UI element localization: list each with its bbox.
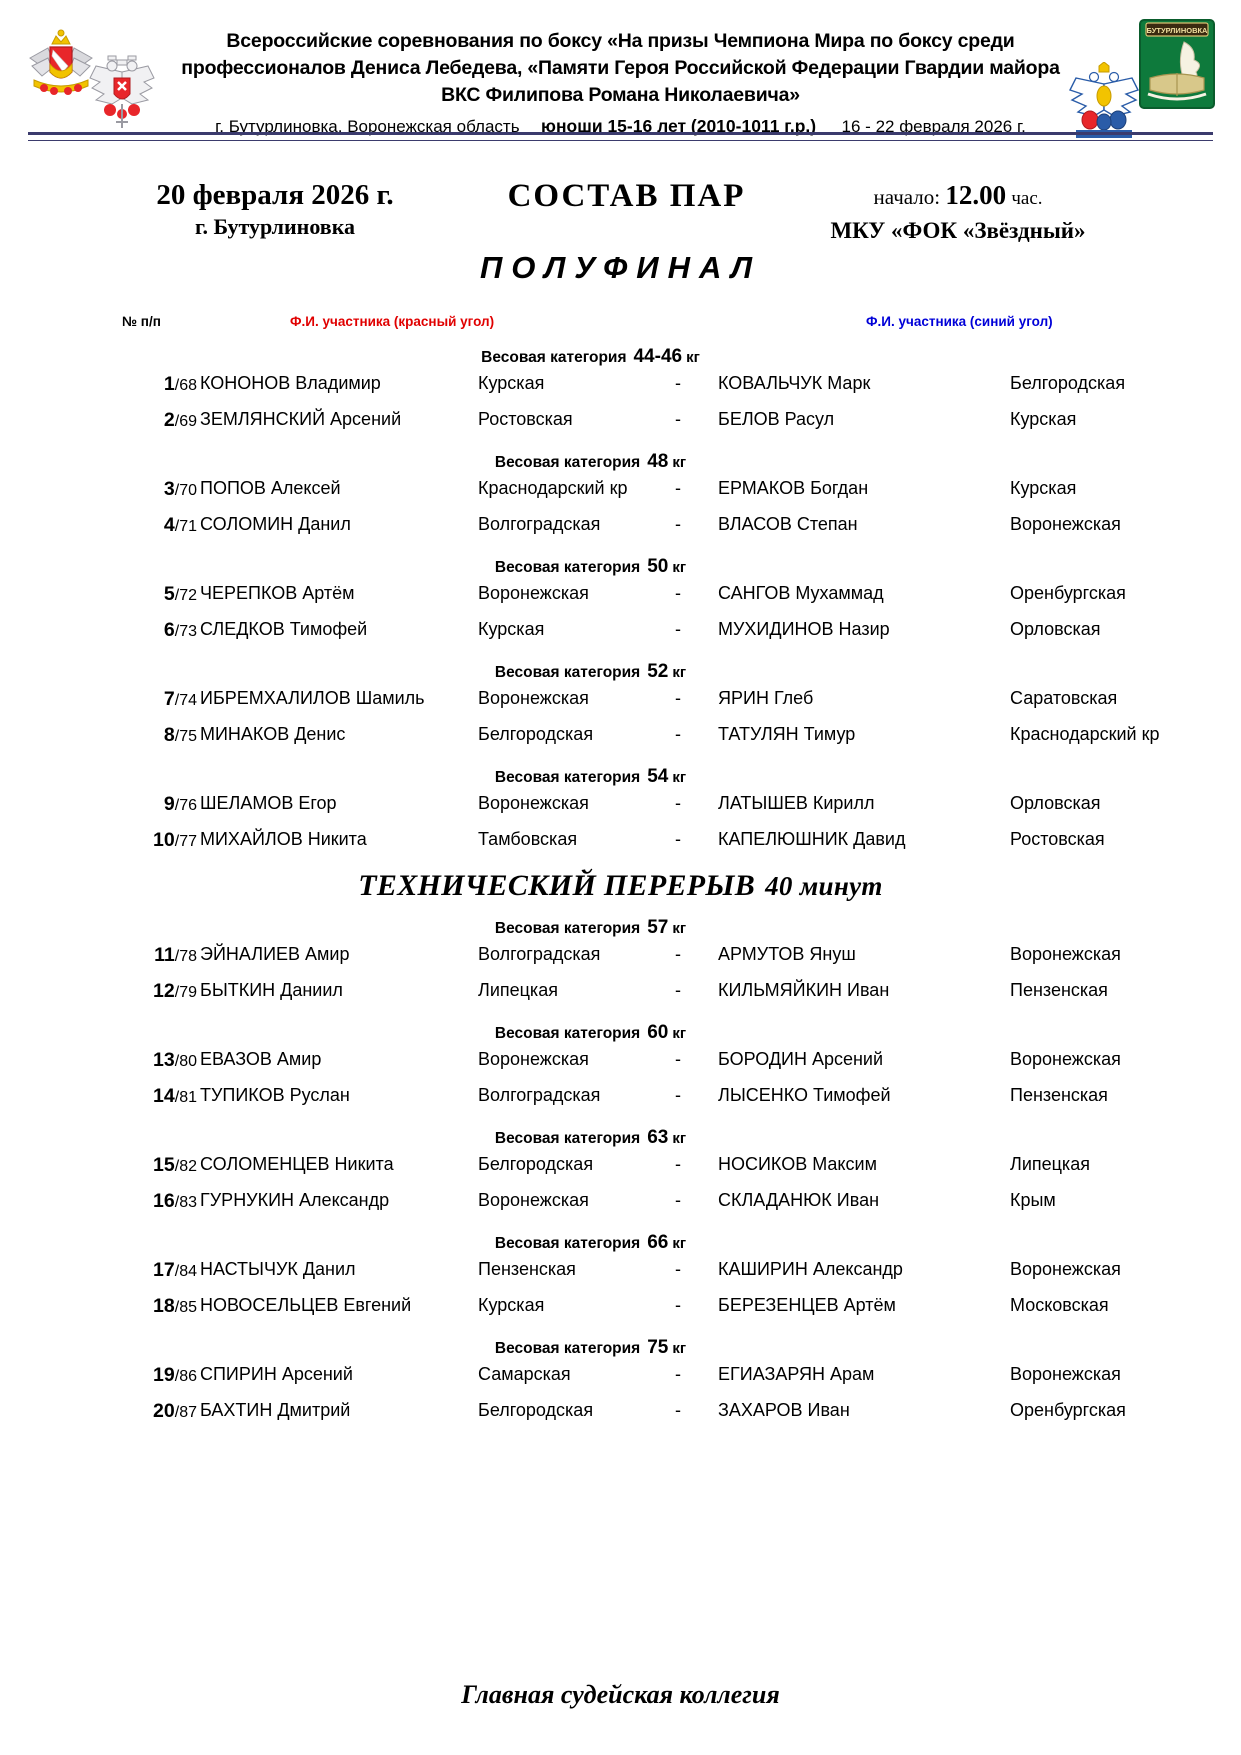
weight-category-unit: кг — [672, 1025, 687, 1042]
table-row — [0, 514, 1241, 550]
bout-number: 10 — [153, 829, 175, 851]
blue-corner-name: СКЛАДАНЮК Иван — [718, 1190, 880, 1210]
red-corner-region: Волгоградская — [478, 944, 601, 964]
blue-corner-region: Крым — [1010, 1190, 1056, 1210]
header-age-group: юноши 15-16 лет (2010-1011 г.р.) — [541, 116, 817, 136]
bout-number-cell — [125, 619, 197, 642]
blue-corner-region: Белгородская — [1010, 373, 1126, 393]
red-corner-name: ЧЕРЕПКОВ Артём — [200, 583, 355, 603]
russian-federation-double-eagle-emblem-icon — [86, 52, 158, 132]
bout-number: 13 — [153, 1049, 175, 1071]
bout-number-cell — [125, 478, 197, 501]
column-header-blue-corner: Ф.И. участника (синий угол) — [866, 314, 1053, 329]
blue-corner-region: Курская — [1010, 409, 1077, 429]
weight-category-unit: кг — [672, 920, 687, 937]
weight-category-label: Весовая категория — [494, 1340, 641, 1357]
blue-corner-name: БЕЛОВ Расул — [718, 409, 835, 429]
red-corner-name: ИБРЕМХАЛИЛОВ Шамиль — [200, 688, 425, 708]
table-row — [0, 1049, 1241, 1085]
bout-number: 8 — [163, 724, 175, 746]
weight-category-value: 50 — [647, 556, 669, 577]
table-row — [0, 1295, 1241, 1331]
blue-corner-name: АРМУТОВ Януш — [718, 944, 856, 964]
bout-number-cell — [125, 724, 197, 747]
bout-number: 3 — [163, 478, 175, 500]
bout-global-number: /77 — [174, 833, 197, 850]
pair-separator: - — [675, 688, 681, 708]
bout-global-number: /75 — [174, 728, 197, 745]
red-corner-name: СОЛОМИН Данил — [200, 514, 351, 534]
pair-separator: - — [675, 409, 681, 429]
pair-separator: - — [675, 980, 681, 1000]
bout-number: 9 — [163, 793, 175, 815]
header-title-block — [150, 28, 1091, 138]
bout-number: 20 — [153, 1400, 175, 1422]
weight-category-label: Весовая категория — [494, 454, 641, 471]
pair-separator: - — [675, 944, 681, 964]
red-corner-name: БАХТИН Дмитрий — [200, 1400, 351, 1420]
bout-number: 5 — [163, 583, 175, 605]
weight-category-label: Весовая категория — [494, 1235, 641, 1252]
red-corner-region: Воронежская — [478, 1190, 589, 1210]
technical-break-row — [0, 865, 1241, 911]
weight-category-value: 52 — [647, 661, 669, 682]
red-corner-name: ЭЙНАЛИЕВ Амир — [200, 944, 350, 964]
bout-number: 6 — [163, 619, 175, 641]
document-header — [0, 0, 1241, 140]
weight-category-unit: кг — [672, 1235, 687, 1252]
red-corner-region: Белгородская — [478, 1400, 594, 1420]
red-corner-name: СОЛОМЕНЦЕВ Никита — [200, 1154, 394, 1174]
weight-category-value: 75 — [647, 1337, 669, 1358]
table-row — [0, 1259, 1241, 1295]
bout-number-cell — [125, 793, 197, 816]
blue-corner-region: Орловская — [1010, 619, 1101, 639]
blue-corner-region: Саратовская — [1010, 688, 1118, 708]
weight-category-label: Весовая категория — [494, 559, 641, 576]
table-row — [0, 478, 1241, 514]
bout-number-cell — [125, 1085, 197, 1108]
technical-break-duration: 40 минут — [765, 871, 883, 901]
red-corner-name: НОВОСЕЛЬЦЕВ Евгений — [200, 1295, 412, 1315]
bout-number-cell — [125, 583, 197, 606]
weight-category-unit: кг — [672, 454, 687, 471]
weight-category-row — [0, 550, 1211, 583]
blue-corner-region: Курская — [1010, 478, 1077, 498]
red-corner-name: ГУРНУКИН Александр — [200, 1190, 390, 1210]
pair-separator: - — [675, 1049, 681, 1069]
pair-separator: - — [675, 1295, 681, 1315]
weight-category-row — [0, 1226, 1211, 1259]
pair-separator: - — [675, 583, 681, 603]
bout-number: 2 — [163, 409, 175, 431]
red-corner-region: Краснодарский кр — [478, 478, 628, 498]
column-header-red-corner: Ф.И. участника (красный угол) — [290, 314, 495, 329]
table-row — [0, 724, 1241, 760]
header-title-line-3: ВКС Филипова Романа Николаевича» — [441, 84, 800, 106]
blue-corner-region: Воронежская — [1010, 944, 1121, 964]
bout-global-number: /87 — [174, 1404, 197, 1421]
red-corner-region: Воронежская — [478, 583, 589, 603]
weight-category-label: Весовая категория — [494, 1025, 641, 1042]
blue-corner-name: НОСИКОВ Максим — [718, 1154, 877, 1174]
red-corner-name: ПОПОВ Алексей — [200, 478, 341, 498]
blue-corner-region: Воронежская — [1010, 1259, 1121, 1279]
table-row — [0, 1190, 1241, 1226]
blue-corner-name: ЛЫСЕНКО Тимофей — [718, 1085, 891, 1105]
blue-corner-region: Ростовская — [1010, 829, 1105, 849]
weight-category-value: 63 — [647, 1127, 669, 1148]
table-row — [0, 583, 1241, 619]
bout-global-number: /81 — [174, 1089, 197, 1106]
red-corner-region: Воронежская — [478, 1049, 589, 1069]
bout-number: 19 — [153, 1364, 175, 1386]
blue-corner-region: Воронежская — [1010, 514, 1121, 534]
table-row — [0, 944, 1241, 980]
bout-global-number: /73 — [174, 623, 197, 640]
table-row — [0, 980, 1241, 1016]
weight-category-row — [0, 1016, 1211, 1049]
event-date: 20 февраля 2026 г. — [156, 179, 394, 211]
red-corner-region: Волгоградская — [478, 1085, 601, 1105]
bout-global-number: /79 — [174, 984, 197, 1001]
table-row — [0, 793, 1241, 829]
bout-number-cell — [125, 409, 197, 432]
header-dates: 16 - 22 февраля 2026 г. — [841, 117, 1026, 136]
bout-global-number: /69 — [174, 413, 197, 430]
bout-number-cell — [125, 944, 197, 967]
weight-category-label: Весовая категория — [481, 349, 627, 366]
blue-corner-name: ЯРИН Глеб — [718, 688, 814, 708]
red-corner-region: Тамбовская — [478, 829, 578, 849]
weight-category-row — [0, 1121, 1211, 1154]
blue-corner-region: Воронежская — [1010, 1364, 1121, 1384]
weight-category-row — [0, 911, 1211, 944]
blue-corner-name: КИЛЬМЯЙКИН Иван — [718, 980, 890, 1000]
pair-separator: - — [675, 793, 681, 813]
red-corner-name: ЗЕМЛЯНСКИЙ Арсений — [200, 409, 402, 429]
red-corner-region: Курская — [478, 1295, 545, 1315]
pairs-table — [0, 314, 1241, 1436]
start-time-line — [793, 178, 1123, 216]
bout-global-number: /84 — [174, 1263, 197, 1280]
bout-global-number: /86 — [174, 1368, 197, 1385]
blue-corner-region: Пензенская — [1010, 1085, 1108, 1105]
pair-separator: - — [675, 373, 681, 393]
bout-global-number: /74 — [174, 692, 197, 709]
weight-category-unit: кг — [672, 1340, 687, 1357]
table-row — [0, 829, 1241, 865]
weight-sections-host — [0, 340, 1241, 1436]
bout-number: 18 — [153, 1295, 175, 1317]
weight-category-row — [0, 655, 1211, 688]
pair-separator: - — [675, 1259, 681, 1279]
table-row — [0, 1364, 1241, 1400]
blue-corner-name: КАПЕЛЮШНИК Давид — [718, 829, 906, 849]
blue-corner-name: ЗАХАРОВ Иван — [718, 1400, 850, 1420]
table-row — [0, 409, 1241, 445]
red-corner-region: Самарская — [478, 1364, 571, 1384]
bout-number: 1 — [163, 373, 175, 395]
weight-category-value: 57 — [647, 917, 669, 938]
red-corner-region: Воронежская — [478, 793, 589, 813]
bout-number-cell — [125, 688, 197, 711]
column-headers — [0, 314, 1241, 340]
bout-global-number: /68 — [174, 377, 197, 394]
red-corner-region: Волгоградская — [478, 514, 601, 534]
weight-category-unit: кг — [672, 769, 687, 786]
start-label: начало: — [873, 185, 941, 209]
bout-number-cell — [125, 1154, 197, 1177]
blue-corner-region: Пензенская — [1010, 980, 1108, 1000]
red-corner-name: ШЕЛАМОВ Егор — [200, 793, 337, 813]
blue-corner-name: ЕРМАКОВ Богдан — [718, 478, 869, 498]
weight-category-label: Весовая категория — [494, 769, 641, 786]
header-title-line-2: профессионалов Дениса Лебедева, «Памяти Героя Российской Федерации Гвардии майора — [181, 57, 1060, 79]
weight-category-label: Весовая категория — [494, 920, 641, 937]
blue-corner-region: Липецкая — [1010, 1154, 1090, 1174]
venue-name: МКУ «ФОК «Звёздный» — [830, 218, 1086, 243]
bout-global-number: /71 — [174, 518, 197, 535]
red-corner-region: Воронежская — [478, 688, 589, 708]
bout-number-cell — [125, 1364, 197, 1387]
bout-number: 14 — [153, 1085, 175, 1107]
bout-number-cell — [125, 1190, 197, 1213]
bout-global-number: /83 — [174, 1194, 197, 1211]
red-corner-name: ТУПИКОВ Руслан — [200, 1085, 350, 1105]
bout-global-number: /76 — [174, 797, 197, 814]
table-row — [0, 619, 1241, 655]
blue-corner-region: Оренбургская — [1010, 1400, 1126, 1420]
blue-corner-region: Орловская — [1010, 793, 1101, 813]
bout-number-cell — [125, 1049, 197, 1072]
blue-corner-region: Оренбургская — [1010, 583, 1126, 603]
bout-number: 17 — [153, 1259, 175, 1281]
blue-corner-name: БОРОДИН Арсений — [718, 1049, 884, 1069]
red-corner-region: Пензенская — [478, 1259, 576, 1279]
bout-number: 4 — [163, 514, 175, 536]
blue-corner-name: ЛАТЫШЕВ Кирилл — [718, 793, 875, 813]
bout-number-cell — [125, 1295, 197, 1318]
buturlinovka-coat-of-arms-emblem-icon — [1138, 18, 1216, 110]
red-corner-region: Липецкая — [478, 980, 558, 1000]
weight-category-unit: кг — [672, 664, 687, 681]
page-title: СОСТАВ ПАР — [507, 178, 746, 214]
weight-category-row — [0, 760, 1211, 793]
technical-break-text: ТЕХНИЧЕСКИЙ ПЕРЕРЫВ — [358, 869, 756, 902]
weight-category-label: Весовая категория — [494, 664, 641, 681]
weight-category-value: 54 — [647, 766, 669, 787]
svg-text:БУТУРЛИНОВКА: БУТУРЛИНОВКА — [1146, 26, 1208, 35]
start-time-unit: час. — [1011, 188, 1043, 209]
event-city: г. Бутурлиновка — [194, 214, 356, 239]
red-corner-name: СЛЕДКОВ Тимофей — [200, 619, 368, 639]
red-corner-region: Белгородская — [478, 724, 594, 744]
weight-category-row — [0, 445, 1211, 478]
table-row — [0, 1085, 1241, 1121]
weight-category-value: 60 — [647, 1022, 669, 1043]
blue-corner-name: ЕГИАЗАРЯН Арам — [718, 1364, 875, 1384]
bout-number: 16 — [153, 1190, 175, 1212]
bout-number-cell — [125, 1259, 197, 1282]
pair-separator: - — [675, 829, 681, 849]
pair-separator: - — [675, 724, 681, 744]
title-block — [0, 178, 1241, 308]
red-corner-name: МИНАКОВ Денис — [200, 724, 346, 744]
red-corner-name: БЫТКИН Даниил — [200, 980, 343, 1000]
bout-number-cell — [125, 373, 197, 396]
bout-number-cell — [125, 514, 197, 537]
weight-category-value: 44-46 — [633, 346, 683, 367]
weight-category-unit: кг — [686, 349, 700, 366]
pair-separator: - — [675, 1085, 681, 1105]
blue-corner-name: САНГОВ Мухаммад — [718, 583, 884, 603]
table-row — [0, 373, 1241, 409]
column-header-number: № п/п — [122, 314, 161, 329]
bout-global-number: /82 — [174, 1158, 197, 1175]
blue-corner-name: МУХИДИНОВ Назир — [718, 619, 890, 639]
bout-number: 11 — [154, 944, 175, 966]
bout-global-number: /70 — [174, 482, 197, 499]
blue-corner-region: Краснодарский кр — [1010, 724, 1160, 744]
bout-global-number: /78 — [174, 948, 197, 965]
blue-corner-name: КАШИРИН Александр — [718, 1259, 903, 1279]
red-corner-region: Курская — [478, 619, 545, 639]
blue-corner-name: БЕРЕЗЕНЦЕВ Артём — [718, 1295, 896, 1315]
blue-corner-region: Воронежская — [1010, 1049, 1121, 1069]
weight-category-unit: кг — [672, 559, 687, 576]
pair-separator: - — [675, 619, 681, 639]
pair-separator: - — [675, 514, 681, 534]
weight-category-row — [0, 1331, 1211, 1364]
pair-separator: - — [675, 478, 681, 498]
blue-corner-name: ВЛАСОВ Степан — [718, 514, 858, 534]
blue-corner-region: Московская — [1010, 1295, 1109, 1315]
blue-corner-name: ТАТУЛЯН Тимур — [718, 724, 856, 744]
bout-number-cell — [125, 980, 197, 1003]
blue-corner-name: КОВАЛЬЧУК Марк — [718, 373, 871, 393]
weight-category-label: Весовая категория — [494, 1130, 641, 1147]
weight-category-unit: кг — [672, 1130, 687, 1147]
red-corner-region: Курская — [478, 373, 545, 393]
bout-number: 7 — [163, 688, 175, 710]
pair-separator: - — [675, 1400, 681, 1420]
red-corner-name: ЕВАЗОВ Амир — [200, 1049, 322, 1069]
bout-global-number: /72 — [174, 587, 197, 604]
start-info-column — [793, 178, 1123, 246]
bout-number: 12 — [153, 980, 175, 1002]
red-corner-name: МИХАЙЛОВ Никита — [200, 829, 367, 849]
weight-category-value: 66 — [647, 1232, 669, 1253]
table-row — [0, 688, 1241, 724]
red-corner-region: Ростовская — [478, 409, 573, 429]
red-corner-region: Белгородская — [478, 1154, 594, 1174]
document-footer: Главная судейская коллегия — [461, 1680, 780, 1709]
bout-number: 15 — [153, 1154, 175, 1176]
pair-separator: - — [675, 1154, 681, 1174]
header-title-line-1: Всероссийские соревнования по боксу «На призы Чемпиона Мира по боксу среди — [226, 30, 1015, 52]
bout-global-number: /80 — [174, 1053, 197, 1070]
red-corner-name: СПИРИН Арсений — [200, 1364, 353, 1384]
bout-global-number: /85 — [174, 1299, 197, 1316]
pair-separator: - — [675, 1364, 681, 1384]
stage-title: ПОЛУФИНАЛ — [479, 250, 762, 285]
weight-category-value: 48 — [647, 451, 669, 472]
red-corner-name: КОНОНОВ Владимир — [200, 373, 381, 393]
start-time: 12.00 — [945, 180, 1007, 210]
table-row — [0, 1400, 1241, 1436]
weight-category-row — [0, 340, 1211, 373]
red-corner-name: НАСТЫЧУК Данил — [200, 1259, 356, 1279]
header-venue-city: г. Бутурлиновка, Воронежская область — [215, 117, 520, 136]
bout-number-cell — [125, 1400, 197, 1423]
pair-separator: - — [675, 1190, 681, 1210]
header-divider-rule — [28, 132, 1213, 141]
table-row — [0, 1154, 1241, 1190]
bout-number-cell — [125, 829, 197, 852]
